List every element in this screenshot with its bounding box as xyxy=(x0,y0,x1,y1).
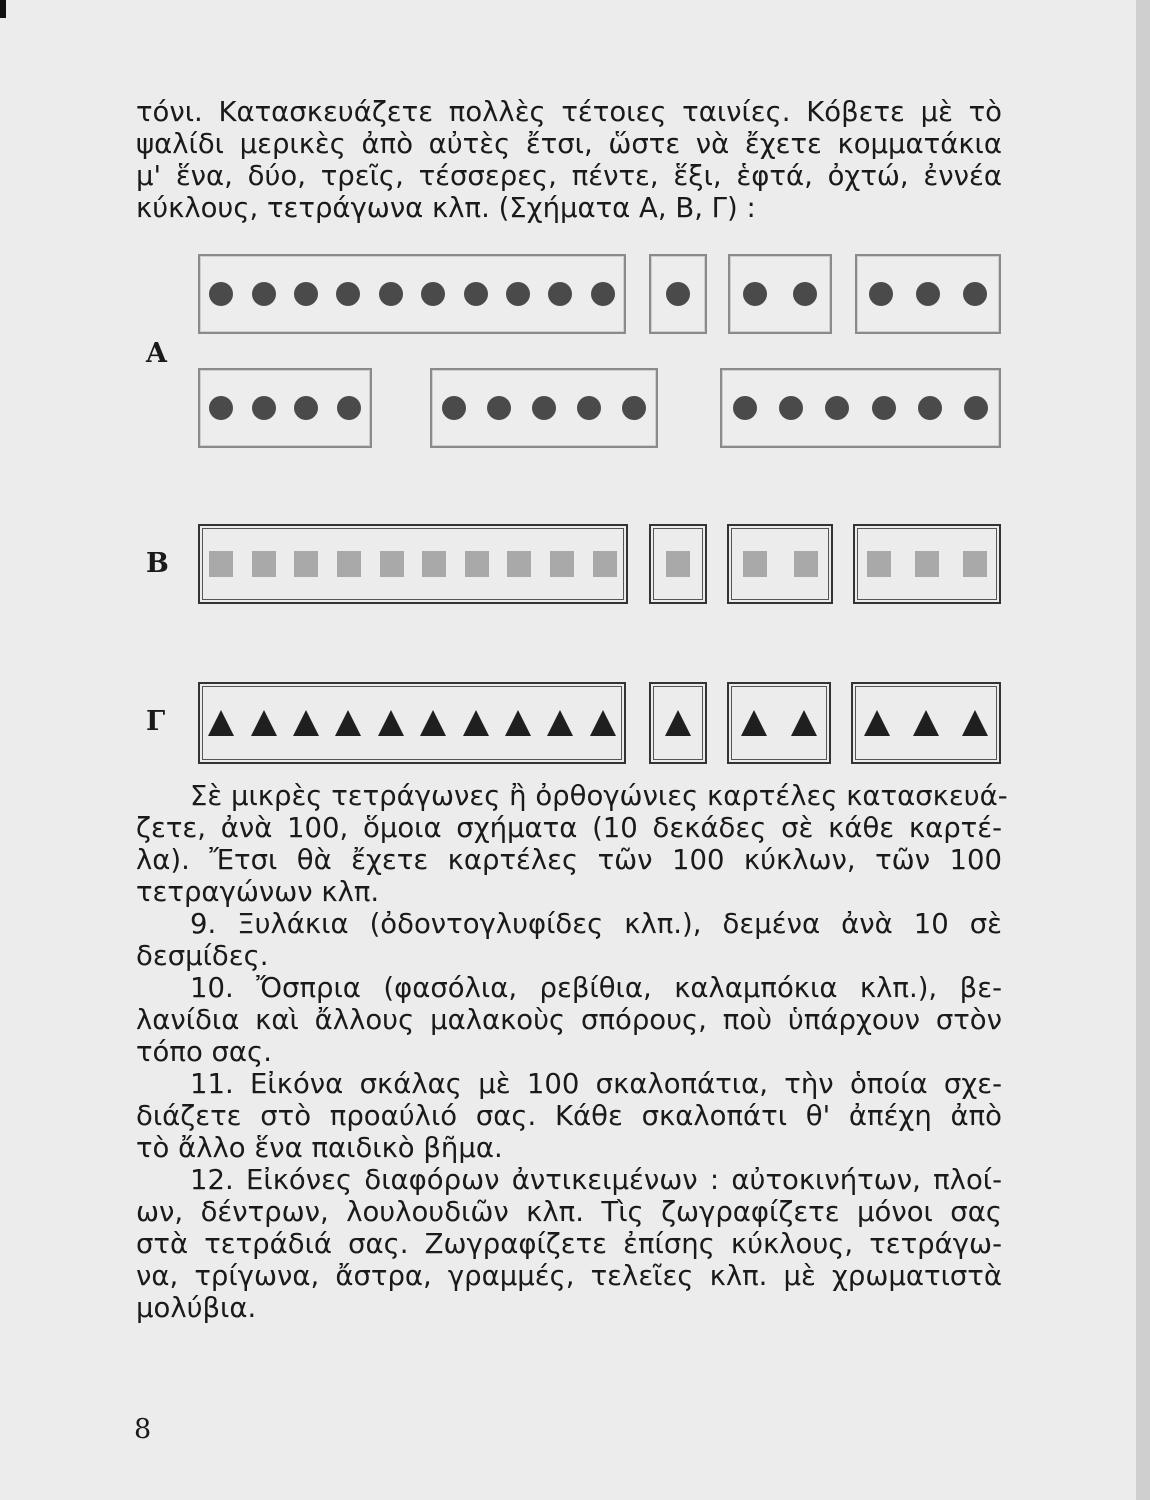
circle-shape xyxy=(963,282,987,306)
square-shape xyxy=(380,551,404,577)
figure-c-strip xyxy=(649,682,707,764)
triangle-shape xyxy=(547,710,573,736)
circle-shape xyxy=(743,282,767,306)
text-line: ψαλίδι μερικὲς ἀπὸ αὐτὲς ἔτσι, ὥστε νὰ ἔχετε κομματάκια xyxy=(136,128,1002,160)
text-line: τόνι. Κατασκευάζετε πολλὲς τέτοιες ταινίες. Κόβετε μὲ τὸ xyxy=(136,96,1002,128)
figure-c-strip xyxy=(851,682,1001,764)
text-line: τετραγώνων κλπ. xyxy=(136,876,380,908)
text-line: τόπο σας. xyxy=(136,1036,272,1068)
page-gutter xyxy=(1136,0,1150,1500)
square-shape xyxy=(666,551,690,577)
circle-shape xyxy=(421,282,445,306)
triangle-shape xyxy=(665,710,691,736)
figure-c-strip xyxy=(727,682,831,764)
circle-shape xyxy=(591,282,615,306)
top-paragraph xyxy=(136,96,1002,224)
text-line: 11. Εἰκόνα σκάλας μὲ 100 σκαλοπάτια, τὴν ὁποία σχε- xyxy=(190,1068,1002,1100)
triangle-shape xyxy=(962,710,988,736)
text-line: 9. Ξυλάκια (ὀδοντογλυφίδες κλπ.), δεμένα ἀνὰ 10 σὲ xyxy=(190,908,1002,940)
circle-shape xyxy=(918,396,942,420)
circle-shape xyxy=(872,396,896,420)
square-shape xyxy=(294,551,318,577)
triangle-shape xyxy=(335,710,361,736)
square-shape xyxy=(867,551,891,577)
text-line: ων, δέντρων, λουλουδιῶν κλπ. Τὶς ζωγραφίζετε μόνοι σας xyxy=(136,1196,1002,1228)
corner-mark xyxy=(0,0,6,18)
circle-shape xyxy=(666,282,690,306)
circle-shape xyxy=(825,396,849,420)
text-line: κύκλους, τετράγωνα κλπ. (Σχήματα Α, Β, Γ) : xyxy=(136,192,756,224)
figure-a-label: Α xyxy=(146,338,167,369)
text-line: μ' ἕνα, δύο, τρεῖς, τέσσερες, πέντε, ἕξι, ἑφτά, ὀχτώ, ἐννέα xyxy=(136,160,1002,192)
triangle-shape xyxy=(741,710,767,736)
circle-shape xyxy=(964,396,988,420)
text-line: στὰ τετράδιά σας. Ζωγραφίζετε ἐπίσης κύκλους, τετράγω- xyxy=(136,1228,1002,1260)
circle-shape xyxy=(209,396,233,420)
circle-shape xyxy=(577,396,601,420)
square-shape xyxy=(337,551,361,577)
page-number: 8 xyxy=(134,1414,152,1445)
triangle-shape xyxy=(791,710,817,736)
circle-shape xyxy=(793,282,817,306)
triangle-shape xyxy=(505,710,531,736)
circle-shape xyxy=(209,282,233,306)
circle-shape xyxy=(733,396,757,420)
circle-shape xyxy=(532,396,556,420)
body-text xyxy=(136,780,1008,1324)
circle-shape xyxy=(779,396,803,420)
figure-a-strip xyxy=(198,254,626,334)
circle-shape xyxy=(252,396,276,420)
square-shape xyxy=(743,551,767,577)
circle-shape xyxy=(294,282,318,306)
figure-c-strip xyxy=(198,682,626,764)
text-line: τὸ ἄλλο ἕνα παιδικὸ βῆμα. xyxy=(136,1132,503,1164)
triangle-shape xyxy=(420,710,446,736)
figure-a-strip xyxy=(649,254,707,334)
figure-b-label: Β xyxy=(146,548,169,579)
figure-a-strip xyxy=(430,368,658,448)
figure-b-strip xyxy=(853,524,1001,604)
figure-b-strip xyxy=(198,524,628,604)
square-shape xyxy=(422,551,446,577)
square-shape xyxy=(963,551,987,577)
circle-shape xyxy=(294,396,318,420)
triangle-shape xyxy=(293,710,319,736)
triangle-shape xyxy=(590,710,616,736)
circle-shape xyxy=(252,282,276,306)
text-line: λανίδια καὶ ἄλλους μαλακοὺς σπόρους, ποὺ ὑπάρχουν στὸν xyxy=(136,1004,1002,1036)
square-shape xyxy=(794,551,818,577)
figure-c-label: Γ xyxy=(146,706,166,737)
square-shape xyxy=(465,551,489,577)
circle-shape xyxy=(487,396,511,420)
figure-a-strip xyxy=(720,368,1001,448)
text-line: δεσμίδες. xyxy=(136,940,269,972)
square-shape xyxy=(252,551,276,577)
circle-shape xyxy=(869,282,893,306)
text-line: μολύβια. xyxy=(136,1292,257,1324)
circle-shape xyxy=(622,396,646,420)
square-shape xyxy=(550,551,574,577)
text-line: 12. Εἰκόνες διαφόρων ἀντικειμένων : αὐτοκινήτων, πλοί- xyxy=(190,1164,1002,1196)
text-line: Σὲ μικρὲς τετράγωνες ἢ ὀρθογώνιες καρτέλες κατασκευά- xyxy=(190,780,1008,812)
figure-a-strip xyxy=(855,254,1001,334)
circle-shape xyxy=(464,282,488,306)
triangle-shape xyxy=(913,710,939,736)
triangle-shape xyxy=(208,710,234,736)
circle-shape xyxy=(506,282,530,306)
text-line: να, τρίγωνα, ἄστρα, γραμμές, τελεῖες κλπ. μὲ χρωματιστὰ xyxy=(136,1260,1002,1292)
square-shape xyxy=(915,551,939,577)
triangle-shape xyxy=(463,710,489,736)
triangle-shape xyxy=(251,710,277,736)
figure-b-strip xyxy=(649,524,707,604)
text-line: λα). Ἔτσι θὰ ἔχετε καρτέλες τῶν 100 κύκλων, τῶν 100 xyxy=(136,844,1002,876)
triangle-shape xyxy=(864,710,890,736)
circle-shape xyxy=(548,282,572,306)
text-line: 10. Ὄσπρια (φασόλια, ρεβίθια, καλαμπόκια κλπ.), βε- xyxy=(190,972,1002,1004)
figure-a-strip xyxy=(198,368,372,448)
figure-b-strip xyxy=(727,524,833,604)
square-shape xyxy=(593,551,617,577)
circle-shape xyxy=(337,396,361,420)
square-shape xyxy=(209,551,233,577)
text-line: διάζετε στὸ προαύλιό σας. Κάθε σκαλοπάτι θ' ἀπέχη ἀπὸ xyxy=(136,1100,1002,1132)
figure-a-strip xyxy=(728,254,832,334)
text-line: ζετε, ἀνὰ 100, ὅμοια σχήματα (10 δεκάδες σὲ κάθε καρτέ- xyxy=(136,812,1002,844)
circle-shape xyxy=(379,282,403,306)
circle-shape xyxy=(916,282,940,306)
square-shape xyxy=(507,551,531,577)
triangle-shape xyxy=(378,710,404,736)
circle-shape xyxy=(336,282,360,306)
circle-shape xyxy=(442,396,466,420)
